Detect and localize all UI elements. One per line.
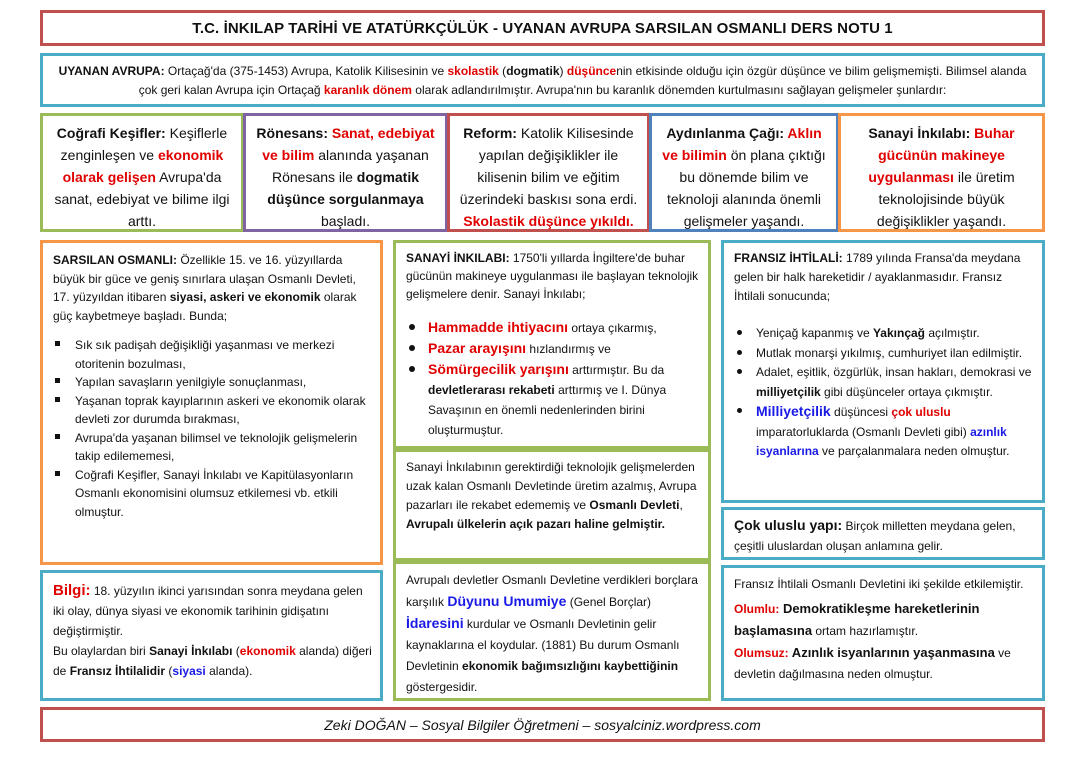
sanayi-item-1-text: ortaya çıkarmış,: [568, 321, 657, 335]
bilgi-text-6: alanda).: [205, 664, 253, 678]
sanayi-item-1-highlight: Hammadde ihtiyacını: [428, 319, 569, 335]
sanayi-osm-bold-1: Osmanlı Devleti: [589, 498, 680, 512]
list-item: [406, 317, 700, 338]
intro-text-2: (: [498, 64, 507, 78]
list-item: Avrupa'da yaşanan bilimsel ve teknolojik gelişmelerin takip edilememesi,: [53, 429, 372, 466]
sarsilan-osmanli-box: [40, 240, 383, 565]
card-reform: [447, 113, 650, 232]
sanayi-intro: [406, 249, 700, 303]
duyun-highlight-2: İdaresini: [406, 615, 464, 631]
sarsilan-intro: [53, 251, 372, 325]
card-ronesans-label: Rönesans:: [256, 125, 328, 141]
bilgi-highlight-siyasi: siyasi: [172, 664, 206, 678]
list-item: [406, 359, 700, 440]
bilgi-paragraph-1: [53, 581, 372, 641]
sarsilan-label: SARSILAN OSMANLI:: [53, 253, 177, 267]
sarsilan-text-1: Özellikle 15. ve 16. yüzyıllarda büyük bir güce ve geniş sınırlara ulaşan Osmanlı Devleti, 17. yüzyıldan itibaren: [53, 253, 356, 304]
bilgi-text-3: (: [232, 644, 240, 658]
sanayi-label: SANAYİ İNKILABI:: [406, 251, 510, 265]
sanayi-item-2-text: hızlandırmış ve: [526, 342, 611, 356]
sanayi-item-3-bold: devletlerarası rekabeti: [428, 383, 555, 397]
fransiz-item-3-bold: milliyetçilik: [756, 384, 821, 399]
duyun-text-1: Avrupalı devletler Osmanlı Devletine verdikleri borçlara karşılık: [406, 573, 698, 609]
bilgi-text-1: 18. yüzyılın ikinci yarısından sonra meydana gelen iki olay, dünya siyasi ve ekonomik tarihinin gidişatını değiştirmiştir.: [53, 584, 363, 638]
sanayi-item-3-highlight: Sömürgecilik yarışını: [428, 361, 569, 377]
intro-highlight-dusunce: düşünce: [566, 64, 617, 78]
olumsuz-bold: Azınlık isyanlarının yaşanmasına: [788, 644, 995, 660]
duyunu-umumiye-box: [393, 561, 711, 701]
card-reform-highlight: Skolastik düşünce yıkıldı.: [463, 213, 634, 229]
sanayi-list: [406, 317, 700, 440]
sanayi-item-3-text-1: arttırmıştır. Bu da: [568, 363, 665, 377]
list-item: [406, 338, 700, 359]
fransiz-ihtilali-box: [721, 240, 1045, 503]
fransiz-item-3-a: Adalet, eşitlik, özgürlük, insan hakları, demokrasi ve: [756, 365, 1032, 379]
fransiz-item-1-bold: Yakınçağ: [872, 326, 925, 340]
card-sanayi-inkilabi: [838, 113, 1045, 232]
duyun-bold: ekonomik bağımsızlığını kaybettiğinin: [462, 659, 679, 673]
fransiz-item-4-text-1: düşüncesi: [830, 405, 892, 419]
intro-box: [40, 53, 1045, 107]
card-cografi-text-2: Avrupa'da sanat, edebiyat ve bilime ilgi arttı.: [54, 169, 230, 229]
duyun-text-4: göstergesidir.: [406, 680, 478, 694]
sanayi-osm-text-1: Sanayi İnkılabının gerektirdiği teknolojik gelişmelerden uzak kalan Osmanlı Devletinde üretim azalmış, Avrupa pazarları ile rekabet edememiş ve: [406, 460, 697, 512]
intro-label: UYANAN AVRUPA:: [58, 64, 165, 78]
olumlu-label: Olumlu:: [734, 601, 780, 616]
card-aydinlanma: [649, 113, 839, 232]
sanayi-item-2-highlight: Pazar arayışını: [428, 340, 527, 356]
olumsuz-label: Olumsuz:: [734, 645, 789, 660]
bilgi-label: Bilgi:: [53, 582, 91, 599]
intro-text-1: Ortaçağ'da (375-1453) Avrupa, Katolik Kilisesinin ve: [164, 64, 448, 78]
fransiz-intro: [734, 249, 1034, 306]
sarsilan-list: [53, 336, 372, 521]
fransiz-item-4-red: çok uluslu: [891, 405, 951, 419]
fransiz-osm-olumlu: [734, 598, 1034, 642]
card-aydinlanma-text-1: ön plana çıktığı bu dönemde bilim ve teknoloji alanında önemli gelişmeler yaşandı.: [666, 147, 826, 229]
fransiz-item-4-text-3: ve parçalanmalara neden olmuştur.: [818, 444, 1010, 458]
intro-highlight-dogmatik: dogmatik: [506, 64, 560, 78]
card-sanayi-label: Sanayi İnkılabı:: [868, 125, 971, 141]
card-ronesans-text-1: alanında yaşanan Rönesans ile: [271, 147, 429, 185]
header-box: [40, 10, 1045, 46]
fransiz-osm-olumsuz: [734, 642, 1034, 685]
fransiz-osm-intro: Fransız İhtilali Osmanlı Devletini iki şekilde etkilemiştir.: [734, 577, 1024, 591]
olumsuz-text: ve devletin dağılmasına neden olmuştur.: [734, 645, 1011, 681]
card-sanayi-text-1: ile üretim teknolojisinde büyük değişiklikler yaşandı.: [876, 169, 1015, 229]
fransiz-item-1-c: açılmıştır.: [925, 326, 980, 340]
intro-text-5: olarak adlandırılmıştır. Avrupa'nın bu karanlık dönemden kurtulmasını sağlayan gelişmeler şunlardır:: [411, 83, 947, 97]
cok-uluslu-label: Çok uluslu yapı:: [734, 517, 843, 533]
cok-uluslu-box: [721, 507, 1045, 560]
fransiz-item-4-highlight: Milliyetçilik: [756, 403, 831, 419]
duyun-text-3: kurdular ve Osmanlı Devletinin gelir kaynaklarına el koydular. (1881) Bu durum Osmanlı Devletinin: [406, 617, 680, 673]
olumlu-text: ortam hazırlamıştır.: [812, 623, 919, 638]
bilgi-paragraph-2: [53, 641, 372, 681]
fransiz-item-1-a: Yeniçağ kapanmış ve: [756, 326, 873, 340]
card-ronesans-text-2: başladı.: [320, 213, 371, 229]
list-item: Sık sık padişah değişikliği yaşanması ve merkezi otoritenin bozulması,: [53, 336, 372, 373]
fransiz-list: [734, 324, 1034, 462]
card-aydinlanma-label: Aydınlanma Çağı:: [666, 125, 785, 141]
card-ronesans-highlight-1: Sanat, edebiyat ve bilim: [262, 125, 435, 163]
intro-text-4: nin etkisinde olduğu için özgür düşünce ve bilim gelişmemişti. Bilimsel alanda çok geri kalan Avrupa için Ortaçağ: [138, 64, 1027, 97]
list-item: Yapılan savaşların yenilgiyle sonuçlanması,: [53, 373, 372, 392]
fransiz-text-1: 1789 yılında Fransa'da meydana gelen bir halk hareketidir / ayaklanmasıdır. Fransız İhtilali sonucunda;: [734, 251, 1021, 303]
list-item: Yaşanan toprak kayıplarının askeri ve ekonomik olarak devleti zor durumda bırakması,: [53, 392, 372, 429]
card-ronesans-highlight-2: dogmatik düşünce sorgulanmaya: [267, 169, 424, 207]
list-item: Coğrafi Keşifler, Sanayi İnkılabı ve Kapitülasyonların Osmanlı ekonomisini olumsuz etkilemesi vb. etkili olmuştur.: [53, 466, 372, 522]
footer-credit: Zeki DOĞAN – Sosyal Bilgiler Öğretmeni – sosyalciniz.wordpress.com: [324, 716, 761, 733]
sanayi-osm-text-2: ,: [679, 498, 683, 512]
bilgi-text-2: Bu olaylardan biri: [53, 644, 150, 658]
fransiz-osmanli-box: [721, 565, 1045, 701]
card-sanayi-highlight: Buhar gücünün makineye uygulanması: [868, 125, 1015, 185]
fransiz-item-3-c: gibi düşünceler ortaya çıkmıştır.: [820, 384, 993, 399]
bilgi-box: [40, 570, 383, 701]
card-aydinlanma-highlight: Aklın ve bilimin: [662, 125, 822, 163]
list-item: [734, 402, 1034, 462]
sanayi-text-1: 1750'li yıllarda İngiltere'de buhar gücünün makineye uygulanması ile başlayan teknolojik gelişmelere denir. Sanayi İnkılabı;: [406, 251, 699, 301]
bilgi-text-4: alanda) diğeri de: [53, 644, 372, 678]
card-reform-label: Reform:: [463, 125, 517, 141]
list-item: [734, 363, 1034, 402]
sanayi-inkilabi-box: [393, 240, 711, 449]
sanayi-item-3-text-2: arttırmış ve I. Dünya Savaşının en önemli nedenlerinden birini oluşturmuştur.: [428, 383, 667, 437]
list-item: Mutlak monarşi yıkılmış, cumhuriyet ilan edilmiştir.: [734, 344, 1034, 364]
card-cografi-kesifler: [40, 113, 244, 232]
bilgi-highlight-fransiz: Fransız İhtilalidir: [69, 664, 166, 678]
bilgi-highlight-sanayi: Sanayi İnkılabı: [149, 644, 233, 658]
sanayi-osmanli-box: [393, 449, 711, 561]
sanayi-osm-bold-2: Avrupalı ülkelerin açık pazarı haline gelmiştir.: [406, 517, 665, 531]
card-ronesans: [243, 113, 448, 232]
duyun-text-2: (Genel Borçlar): [566, 595, 652, 609]
card-cografi-highlight: ekonomik olarak gelişen: [62, 147, 224, 185]
card-reform-text-1: Katolik Kilisesinde yapılan değişiklikler ile kilisenin bilim ve eğitim üzerindeki baskısı sona erdi.: [459, 125, 638, 207]
intro-highlight-karanlik: karanlık dönem: [323, 83, 412, 97]
list-item: [734, 324, 1034, 344]
card-cografi-label: Coğrafi Keşifler:: [56, 125, 166, 141]
olumlu-bold: Demokratikleşme hareketlerinin başlamasına: [734, 600, 980, 638]
cok-uluslu-text: Birçok milletten meydana gelen, çeşitli uluslardan oluşan anlamına gelir.: [734, 519, 1016, 553]
fransiz-item-4-highlight-2: azınlık isyanlarına: [756, 424, 1007, 458]
bilgi-highlight-ekonomik: ekonomik: [239, 644, 296, 658]
sarsilan-text-2: olarak güç kaybetmeye başladı. Bunda;: [53, 290, 357, 323]
bilgi-text-5: (: [165, 664, 173, 678]
intro-text-3: ): [559, 64, 567, 78]
fransiz-item-4-text-2: imparatorluklarda (Osmanlı Devleti gibi): [756, 424, 971, 439]
footer-box: [40, 707, 1045, 742]
card-cografi-text-1: Keşiflerle zenginleşen ve: [60, 125, 228, 163]
intro-highlight-skolastik: skolastik: [447, 64, 499, 78]
page-title: T.C. İNKILAP TARİHİ VE ATATÜRKÇÜLÜK - UYANAN AVRUPA SARSILAN OSMANLI DERS NOTU 1: [192, 19, 893, 37]
sarsilan-highlight: siyasi, askeri ve ekonomik: [169, 290, 321, 304]
fransiz-label: FRANSIZ İHTİLALİ:: [734, 251, 843, 265]
duyun-highlight-1: Düyunu Umumiye: [447, 593, 567, 609]
